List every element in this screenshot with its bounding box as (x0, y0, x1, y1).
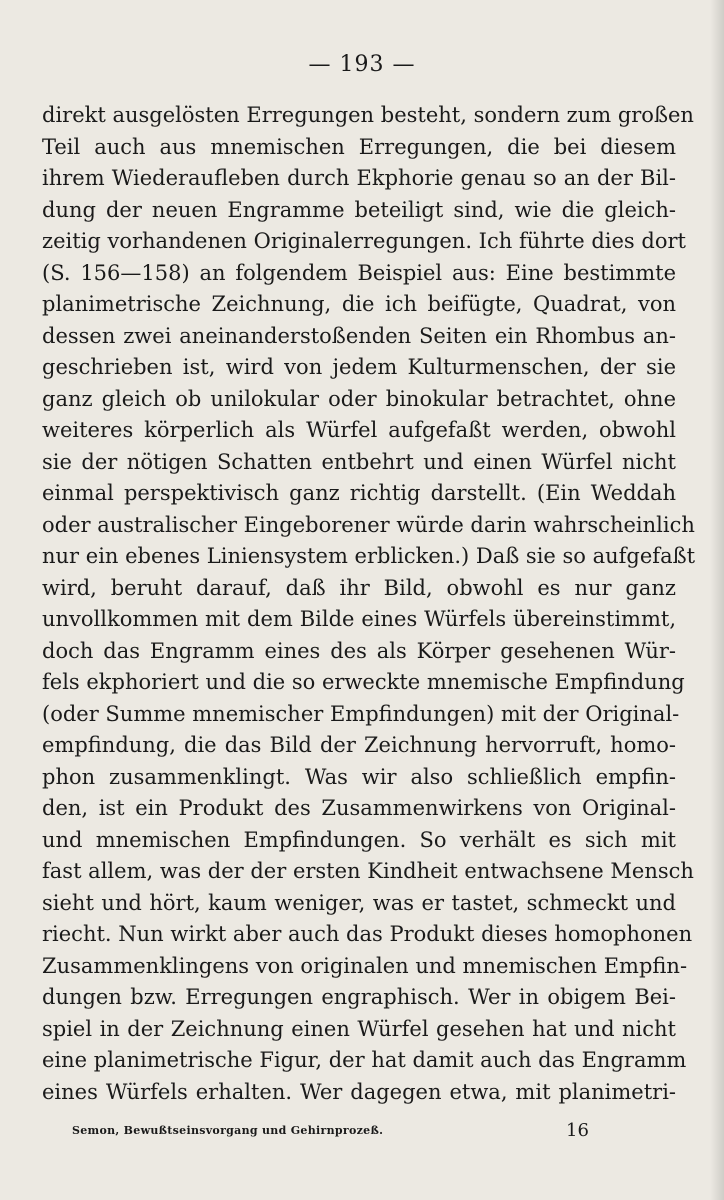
text-line: fast allem, was der der ersten Kindheit entwachsene Mensch (42, 859, 694, 883)
page-number: — 193 — (308, 52, 416, 77)
text-line: doch das Engramm eines des als Körper gesehenen Wür- (42, 638, 676, 663)
text-line: direkt ausgelösten Erregungen besteht, sondern zum großen (42, 103, 694, 127)
text-line: planimetrische Zeichnung, die ich beifügte, Quadrat, von (42, 292, 676, 316)
text-line: sie der nötigen Schatten entbehrt und einen Würfel nicht (42, 449, 676, 474)
text-line: riecht. Nun wirkt aber auch das Produkt dieses homophonen (42, 922, 693, 946)
text-line: einmal perspektivisch ganz richtig darstellt. (Ein Weddah (42, 481, 676, 505)
text-line: Zusammenklingens von originalen und mnemischen Empfin- (42, 953, 688, 978)
text-line: eines Würfels erhalten. Wer dagegen etwa, mit planimetri- (42, 1079, 676, 1104)
signature-mark: 16 (566, 1120, 589, 1141)
text-line: (S. 156—158) an folgendem Beispiel aus: Eine bestimmte (42, 260, 676, 285)
text-line: Teil auch aus mnemischen Erregungen, die bei diesem (42, 134, 676, 159)
body-text (42, 100, 696, 1108)
text-line: (oder Summe mnemischer Empfindungen) mit der Original- (42, 701, 680, 726)
text-line: dungen bzw. Erregungen engraphisch. Wer in obigem Bei- (42, 985, 676, 1009)
text-line: ganz gleich ob unilokular oder binokular betrachtet, ohne (42, 386, 676, 411)
text-line: zeitig vorhandenen Originalerregungen. Ich führte dies dort (42, 229, 686, 253)
text-line: sieht und hört, kaum weniger, was er tastet, schmeckt und (42, 890, 676, 915)
text-line: dung der neuen Engramme beteiligt sind, wie die gleich- (42, 197, 676, 222)
running-footer-title: Semon, Bewußtseinsvorgang und Gehirnprozeß. (72, 1124, 384, 1137)
text-line: phon zusammenklingt. Was wir also schließlich empfin- (42, 764, 676, 789)
text-line: nur ein ebenes Liniensystem erblicken.) Daß sie so aufgefaßt (42, 544, 696, 568)
text-line: geschrieben ist, wird von jedem Kulturmenschen, der sie (42, 355, 676, 379)
text-line: weiteres körperlich als Würfel aufgefaßt werden, obwohl (42, 418, 676, 442)
text-line: ihrem Wiederaufleben durch Ekphorie genau so an der Bil- (42, 166, 676, 190)
text-line: den, ist ein Produkt des Zusammenwirkens von Original- (42, 796, 676, 820)
text-line: wird, beruht darauf, daß ihr Bild, obwohl es nur ganz (42, 575, 676, 600)
text-line: und mnemischen Empfindungen. So verhält es sich mit (42, 827, 676, 852)
text-line: empfindung, die das Bild der Zeichnung hervorruft, homo- (42, 733, 676, 757)
page-edge-shadow (710, 0, 724, 1200)
text-line: oder australischer Eingeborener würde darin wahrscheinlich (42, 512, 695, 537)
text-line: eine planimetrische Figur, der hat damit auch das Engramm (42, 1048, 687, 1072)
text-line: spiel in der Zeichnung einen Würfel gesehen hat und nicht (42, 1016, 676, 1041)
text-line: dessen zwei aneinanderstoßenden Seiten ein Rhombus an- (42, 323, 676, 348)
text-line: fels ekphoriert und die so erweckte mnemische Empfindung (42, 670, 685, 694)
text-line: unvollkommen mit dem Bilde eines Würfels übereinstimmt, (42, 607, 676, 631)
